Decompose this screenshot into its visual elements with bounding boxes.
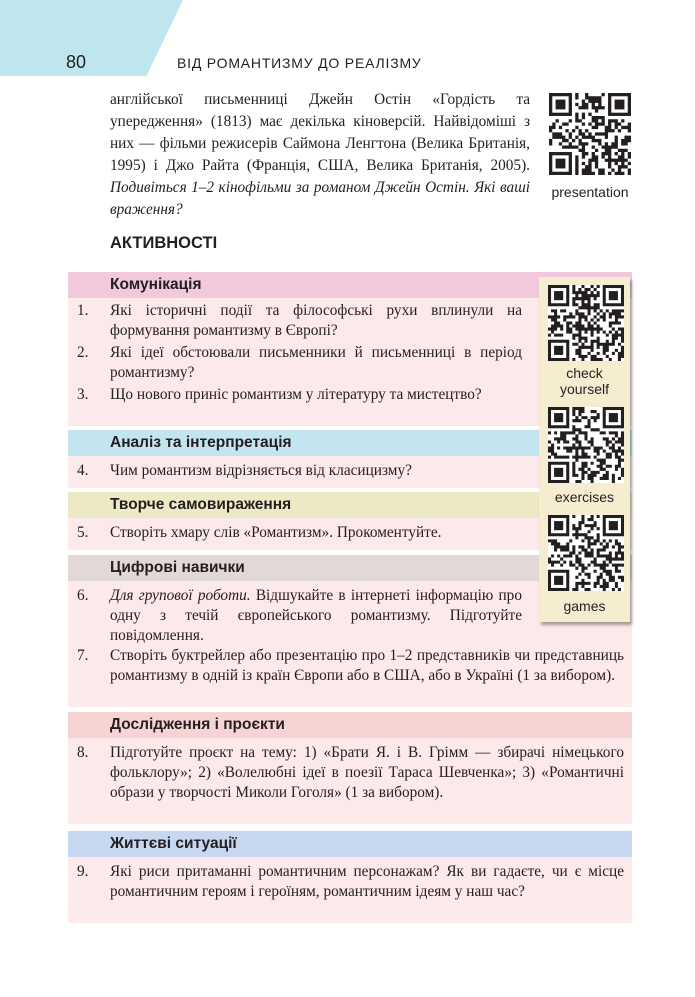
item-number: 2. (77, 344, 89, 361)
page-corner-tab (0, 0, 183, 76)
item-text: Створіть буктрейлер або презентацію про 1–2 представників чи представниць романтизму в одній із країн Європи або в США, або в Україні (1 за вибором). (110, 647, 624, 684)
item-text: Які ідеї обстоювали письменники й письменниці в період романтизму? (110, 344, 522, 381)
item-number: 7. (77, 647, 89, 664)
item-number: 5. (77, 524, 89, 541)
qr-caption-games: games (563, 598, 606, 614)
qr-pattern (549, 93, 631, 175)
intro-paragraph (110, 89, 530, 221)
item-body: Відшукайте в інтернеті інформацію про одну з течій європейського романтизму. Підготуйте повідомлення. (110, 587, 522, 644)
item-text: Що нового приніс романтизм у літературу та мистецтво? (110, 386, 482, 403)
section-creative-title: Творче самовираження (110, 496, 292, 513)
qr-caption-presentation: presentation (551, 184, 629, 200)
item-lead: Для групової роботи. (110, 587, 251, 604)
item-number: 1. (77, 302, 89, 319)
item-number: 3. (77, 386, 89, 403)
section-analysis-title: Аналіз та інтерпретація (110, 434, 292, 451)
section-life-title: Життєві ситуації (110, 835, 237, 852)
qr-code-games[interactable] (548, 515, 624, 591)
qr-code-presentation[interactable] (549, 93, 631, 175)
running-title: ВІД РОМАНТИЗМУ ДО РЕАЛІЗМУ (177, 55, 422, 71)
section-research-header (68, 712, 632, 738)
qr-pattern (548, 515, 624, 591)
qr-caption-exercises: exercises (554, 489, 615, 505)
qr-code-exercises[interactable] (548, 407, 624, 483)
page-number: 80 (66, 52, 87, 72)
section-digital-title: Цифрові навички (110, 559, 245, 576)
qr-pattern (548, 285, 624, 361)
section-life-header (68, 831, 632, 857)
item-text: Які історичні події та філософські рухи вплинули на формування романтизму в Європі? (110, 302, 522, 339)
activities-title: АКТИВНОСТІ (110, 234, 218, 252)
item-number: 8. (77, 744, 89, 761)
item-text: Створіть хмару слів «Романтизм». Прокоментуйте. (110, 524, 442, 541)
intro-task: Подивіться 1–2 кінофільми за романом Джейн Остін. Які ваші враження? (110, 179, 530, 218)
section-research-title: Дослідження і проєкти (110, 716, 285, 733)
section-research-body (68, 738, 632, 824)
caption-line: yourself (559, 381, 610, 397)
item-text: Підготуйте проєкт на тему: 1) «Брати Я. і В. Грімм — збирачі німецького фольклору»; 2) «Волелюбні ідеї в поезії Тараса Шевченка»; 3) «Романтичні образи у творчості Миколи Гоголя» (1 за вибором). (110, 744, 624, 801)
qr-code-check-yourself[interactable] (548, 285, 624, 361)
intro-text: англійської письменниці Джейн Остін «Гордість та упередження» (1813) має декілька кіноверсій. Найвідоміші з них — фільми режисерів Саймона Ленгтона (Велика Британія, 1995) і Джо Райта (Франція, США, Велика Британія, 2005). (110, 91, 530, 174)
qr-pattern (548, 407, 624, 483)
caption-line: check (566, 365, 603, 381)
item-number: 9. (77, 863, 89, 880)
section-research (68, 712, 632, 824)
item-text: Які риси притаманні романтичним персонажам? Як ви гадаєте, чи є місце романтичним героям і героїням, романтичним ідеям у наш час? (110, 863, 624, 900)
item-text: Чим романтизм відрізняється від класицизму? (110, 462, 412, 479)
section-life-body (68, 857, 632, 923)
section-life (68, 831, 632, 923)
item-number: 4. (77, 462, 89, 479)
section-communication-title: Комунікація (110, 276, 202, 293)
qr-caption-check-yourself (539, 365, 630, 397)
item-text (110, 586, 522, 646)
item-number: 6. (77, 587, 89, 604)
